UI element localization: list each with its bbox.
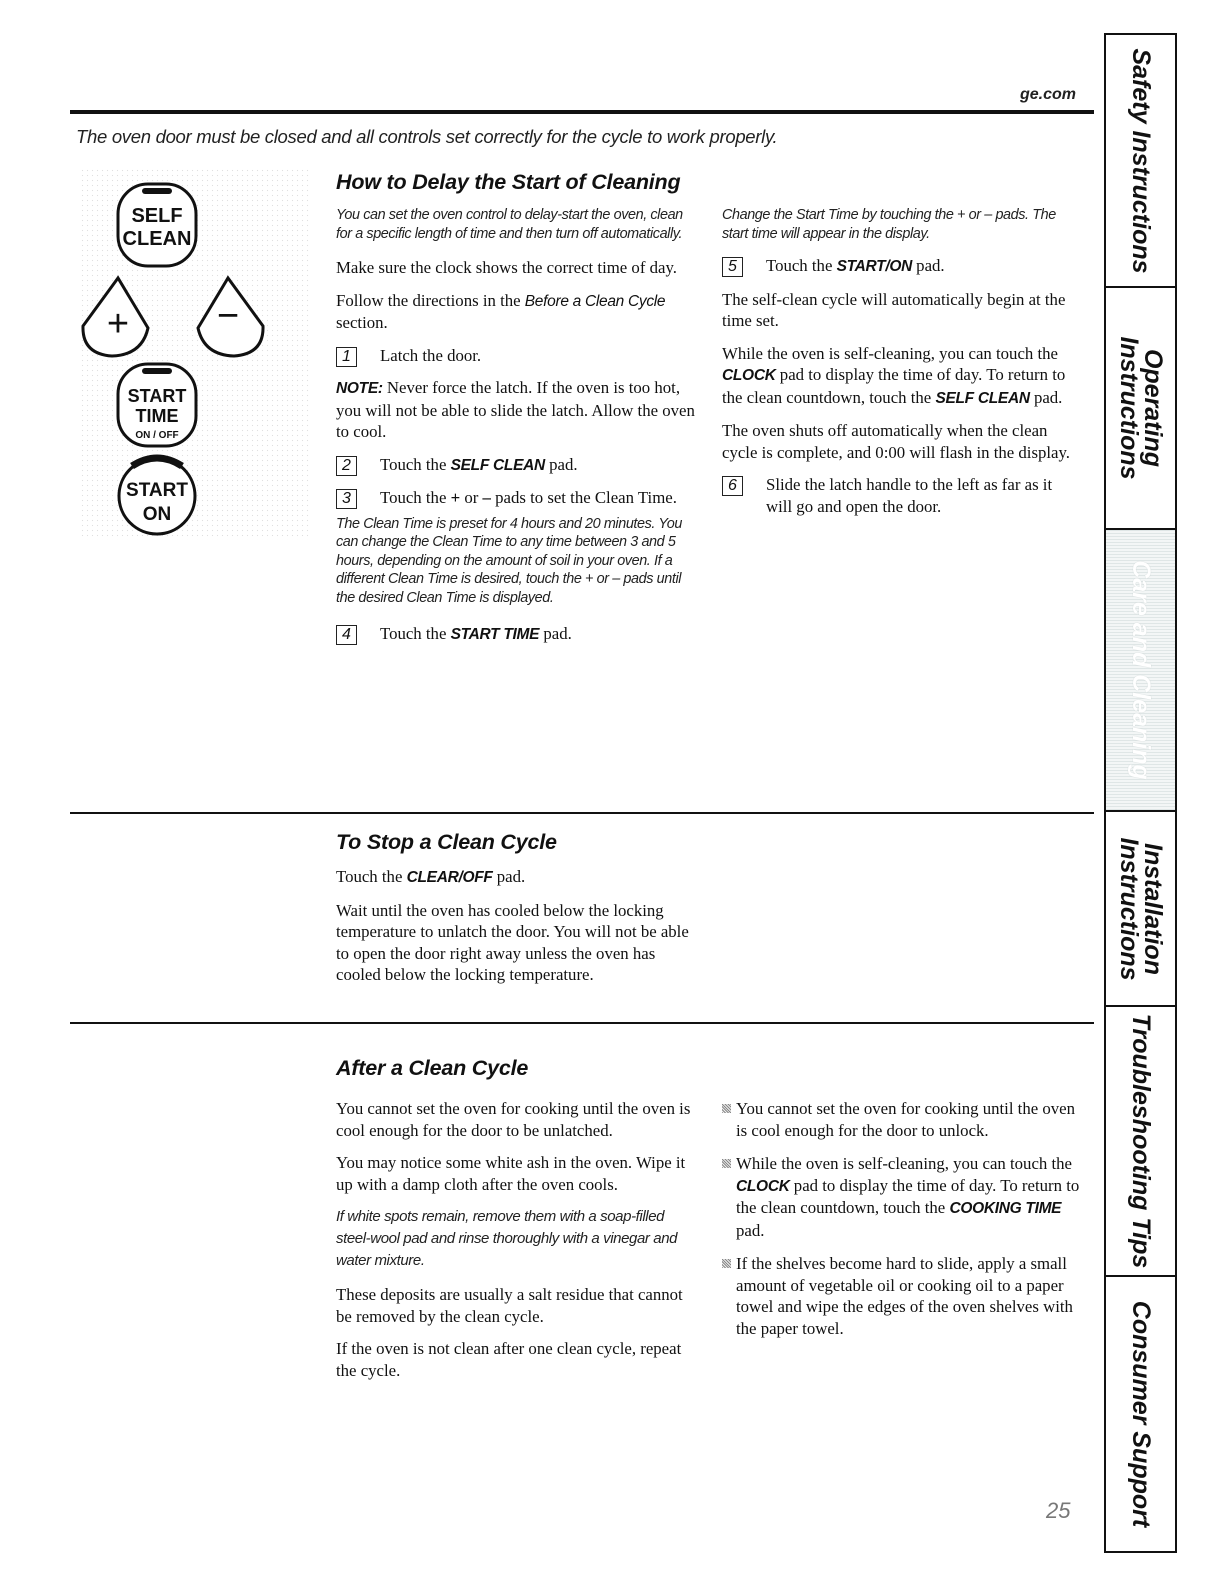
step-2-text: Touch the bbox=[380, 454, 451, 474]
bullet-icon bbox=[722, 1259, 731, 1268]
step-2 bbox=[336, 454, 701, 477]
shut-off-paragraph: The oven shuts off automatically when the clean cycle is complete, and 0:00 will flash in the display. bbox=[722, 421, 1070, 462]
clear-off-text: Touch the bbox=[336, 867, 407, 886]
clear-off-key: CLEAR/OFF bbox=[406, 869, 493, 886]
step-5-suffix: pad. bbox=[911, 256, 945, 275]
tab-care-and-cleaning[interactable] bbox=[1106, 530, 1175, 812]
step-5-text: Touch the bbox=[766, 256, 837, 275]
step-2-suffix: pad. bbox=[544, 454, 578, 474]
clear-off-paragraph bbox=[336, 866, 701, 889]
bullet-2-cooking-time-key: COOKING TIME bbox=[949, 1200, 1062, 1217]
bullet-3-text: If the shelves become hard to slide, apply a small amount of vegetable oil or cooking oil to a paper towel and wipe the edges of the oven shelves with the paper towel. bbox=[736, 1254, 1073, 1338]
tab-label: Care and Cleaning bbox=[1126, 560, 1155, 780]
clock-text-3: pad. bbox=[1029, 387, 1063, 407]
clock-key: CLOCK bbox=[722, 367, 776, 384]
on-off-label: ON / OFF bbox=[135, 430, 179, 441]
tab-consumer-support[interactable] bbox=[1106, 1277, 1175, 1551]
notice-text: The oven door must be closed and all controls set correctly for the cycle to work properly. bbox=[76, 126, 778, 147]
tab-troubleshooting-tips[interactable] bbox=[1106, 1007, 1175, 1277]
step-3-suffix: pads to set the Clean Time. bbox=[490, 488, 677, 507]
note-label: NOTE: bbox=[336, 380, 383, 397]
step-1-text: Latch the door. bbox=[380, 345, 482, 365]
delay-section-title: How to Delay the Start of Cleaning bbox=[336, 170, 681, 194]
tab-label: Installation Instructions bbox=[1114, 836, 1167, 981]
step-1 bbox=[336, 345, 701, 367]
start-time-note: Change the Start Time by touching the + or – pads. The start time will appear in the display. bbox=[722, 207, 1056, 242]
bullet-2-text-3: pad. bbox=[736, 1220, 765, 1240]
step-5 bbox=[722, 255, 1077, 278]
step-5-number: 5 bbox=[722, 257, 743, 277]
step-3-or: or bbox=[460, 488, 483, 507]
list-item bbox=[722, 1098, 1082, 1141]
bullet-2-clock-key: CLOCK bbox=[736, 1177, 790, 1195]
bullet-1-text: You cannot set the oven for cooking until the oven is cool enough for the door to unlock. bbox=[736, 1099, 1075, 1140]
tab-safety-instructions[interactable] bbox=[1106, 35, 1175, 288]
plus-label: + bbox=[106, 303, 130, 345]
before-clean-text: Follow the directions in the bbox=[336, 290, 525, 310]
step-3 bbox=[336, 487, 701, 509]
delay-left-column bbox=[336, 206, 701, 657]
step-2-key: SELF CLEAN bbox=[450, 456, 545, 474]
tab-operating-instructions[interactable] bbox=[1106, 288, 1175, 530]
clock-check-paragraph: Make sure the clock shows the correct time of day. bbox=[336, 258, 677, 277]
after-right-column bbox=[722, 1098, 1082, 1351]
clear-off-suffix: pad. bbox=[492, 867, 526, 886]
minus-key bbox=[198, 278, 263, 356]
start-time-label-2: TIME bbox=[135, 406, 179, 426]
start-time-key bbox=[118, 364, 196, 446]
minus-label: − bbox=[216, 295, 240, 337]
tab-label: Safety Instructions bbox=[1126, 47, 1155, 274]
note-text: Never force the latch. If the oven is too hot, you will not be able to slide the latch. Allow the oven to cool. bbox=[336, 378, 695, 441]
step-1-number: 1 bbox=[336, 347, 357, 367]
section-tabs bbox=[1104, 33, 1177, 1553]
section-divider-1 bbox=[70, 812, 1094, 814]
before-clean-paragraph bbox=[336, 290, 701, 334]
step-4-text: Touch the bbox=[380, 624, 451, 643]
keypad-svg bbox=[80, 168, 310, 540]
step-3-minus: – bbox=[482, 488, 491, 507]
self-clean-label-2: CLEAN bbox=[122, 228, 192, 250]
step-3-text: Touch the bbox=[380, 488, 451, 507]
control-keypad-illustration bbox=[80, 168, 310, 540]
tab-label: Consumer Support bbox=[1126, 1300, 1155, 1528]
step-2-number: 2 bbox=[336, 456, 357, 476]
latch-note bbox=[336, 377, 701, 443]
plus-key bbox=[83, 278, 148, 356]
tab-label: Troubleshooting Tips bbox=[1126, 1013, 1155, 1269]
repeat-paragraph: If the oven is not clean after one clean cycle, repeat the cycle. bbox=[336, 1339, 682, 1380]
start-on-key bbox=[119, 458, 195, 534]
step-4-suffix: pad. bbox=[539, 624, 572, 643]
delay-intro: You can set the oven control to delay-start the oven, clean for a specific length of time and then turn off automatically. bbox=[336, 207, 683, 242]
clock-text-2: pad to display the time of day. To return to the clean countdown, touch the bbox=[722, 365, 1066, 407]
ash-paragraph: You may notice some white ash in the oven. Wipe it up with a damp cloth after the oven cools. bbox=[336, 1153, 686, 1194]
bullet-icon bbox=[722, 1159, 731, 1168]
salt-residue-paragraph: These deposits are usually a salt residue that cannot be removed by the clean cycle. bbox=[336, 1285, 683, 1326]
start-time-label-1: START bbox=[127, 386, 187, 406]
bullet-2-text-2: pad to display the time of day. To return to the clean countdown, touch the bbox=[736, 1175, 1080, 1217]
step-3-plus: + bbox=[450, 488, 461, 507]
white-spots-note: If white spots remain, remove them with a soap-filled steel-wool pad and rinse thoroughly with a vinegar and water mixture. bbox=[336, 1208, 678, 1269]
self-clean-key-ref: SELF CLEAN bbox=[935, 389, 1030, 407]
before-clean-ref: Before a Clean Cycle bbox=[524, 292, 666, 310]
cool-paragraph: You cannot set the oven for cooking until the oven is cool enough for the door to be unlatched. bbox=[336, 1099, 691, 1140]
list-item bbox=[722, 1153, 1082, 1241]
delay-right-column bbox=[722, 206, 1077, 528]
self-clean-key bbox=[118, 184, 196, 266]
section-divider-2 bbox=[70, 1022, 1094, 1024]
bullet-icon bbox=[722, 1104, 731, 1113]
step-4-key: START TIME bbox=[450, 626, 540, 643]
website-url: ge.com bbox=[1020, 86, 1077, 103]
step-6-text: Slide the latch handle to the left as far as it will go and open the door. bbox=[766, 475, 1053, 516]
start-on-label-2: ON bbox=[142, 504, 172, 525]
step-6 bbox=[722, 474, 1077, 517]
self-clean-label-1: SELF bbox=[131, 205, 183, 227]
clean-time-note: The Clean Time is preset for 4 hours and 20 minutes. You can change the Clean Time to any time between 3 and 5 hours, depending on the amount of soil in your oven. If a different Clean Time is desired, touch the + or – pads until the desired Clean Time is displayed. bbox=[336, 515, 682, 606]
step-4-number: 4 bbox=[336, 625, 357, 645]
after-section-title: After a Clean Cycle bbox=[336, 1056, 529, 1080]
before-clean-suffix: section. bbox=[336, 313, 388, 332]
clock-text-1: While the oven is self-cleaning, you can touch the bbox=[722, 343, 1058, 363]
stop-section-title: To Stop a Clean Cycle bbox=[336, 830, 557, 854]
step-5-key: START/ON bbox=[836, 258, 912, 275]
stop-column bbox=[336, 866, 701, 997]
start-on-label-1: START bbox=[126, 480, 188, 501]
top-rule bbox=[70, 110, 1094, 114]
auto-begin-paragraph: The self-clean cycle will automatically begin at the time set. bbox=[722, 289, 1066, 330]
step-4 bbox=[336, 623, 701, 646]
wait-paragraph: Wait until the oven has cooled below the locking temperature to unlatch the door. You will not be able to open the door right away unless the oven has cooled below the locking temperature. bbox=[336, 900, 689, 984]
page-number: 25 bbox=[1046, 1498, 1071, 1523]
tab-label: Operating Instructions bbox=[1114, 336, 1167, 480]
tab-installation-instructions[interactable] bbox=[1106, 812, 1175, 1007]
step-6-number: 6 bbox=[722, 476, 743, 496]
bullet-2-text-1: While the oven is self-cleaning, you can touch the bbox=[736, 1154, 1072, 1173]
clock-display-paragraph bbox=[722, 343, 1077, 410]
list-item bbox=[722, 1253, 1082, 1339]
step-3-number: 3 bbox=[336, 489, 357, 509]
after-left-column bbox=[336, 1098, 701, 1392]
